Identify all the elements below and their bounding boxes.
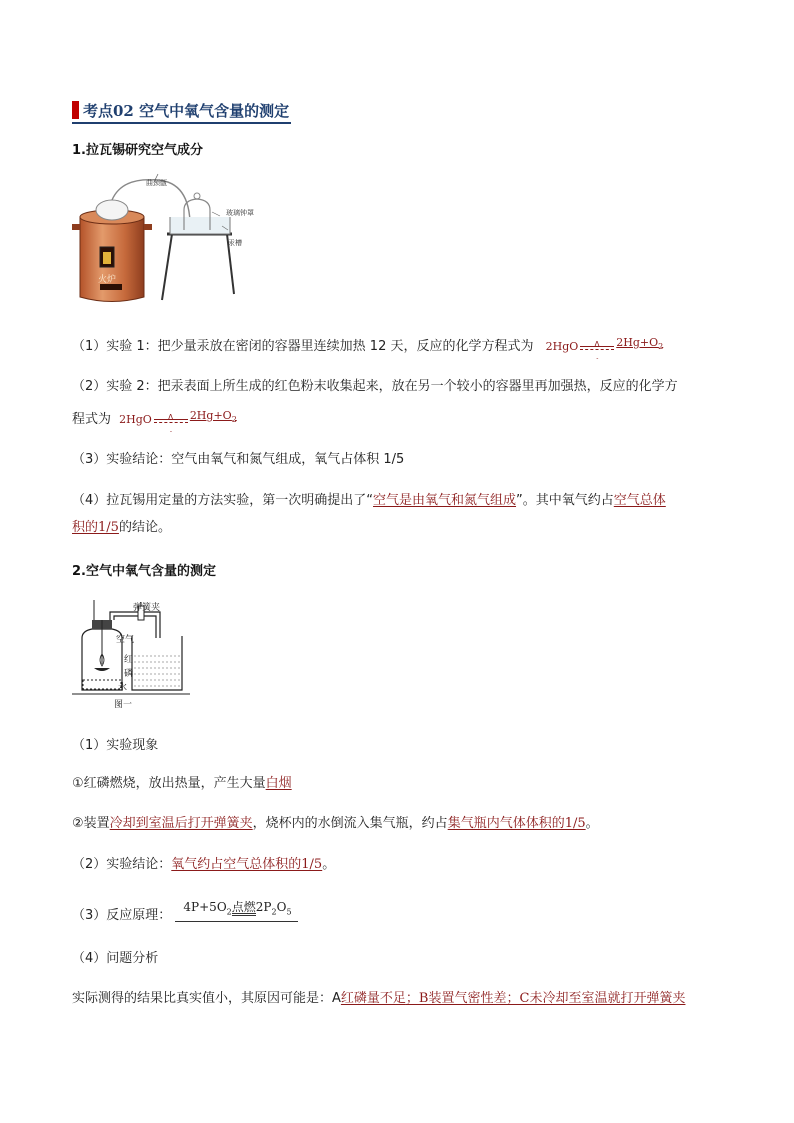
analysis-title: （4）问题分析: [72, 951, 159, 966]
heat-symbol: Δ: [167, 413, 174, 423]
part1-item3: （3）实验结论：空气由氧气和氮气组成，氧气占体积 1/5: [72, 452, 405, 467]
answer-white-smoke: 白烟: [265, 776, 292, 791]
answer-volume-part1: 空气总体: [613, 493, 666, 508]
part1-item2-line2: [72, 407, 237, 436]
reason-c: 未冷却至室温就打开弹簧夹: [529, 991, 686, 1006]
part1-item1: [72, 334, 664, 363]
label-bell-jar: 玻璃钟罩: [226, 209, 254, 217]
part1-heading: 1.拉瓦锡研究空气成分: [72, 143, 203, 158]
heat-symbol: Δ: [594, 340, 600, 350]
label-retort: 曲颈甑: [146, 179, 167, 187]
principle: （3）反应原理： $4P+5O_2$点燃$2P_2O_5$: [72, 906, 298, 930]
equation-1: [545, 334, 664, 363]
answer-volume-part2: 积的1/5: [72, 520, 119, 535]
label-trough: 汞槽: [228, 239, 242, 247]
phenomenon-2: ②装置冷却到室温后打开弹簧夹，烧杯内的水倒流入集气瓶，约占集气瓶内气体体积的1/5。: [72, 816, 599, 831]
conclusion: （2）实验结论：氧气约占空气总体积的1/5。: [72, 857, 336, 872]
answer-cool-then-open: 冷却到室温后打开弹簧夹: [109, 816, 253, 831]
ignite-condition: 点燃: [231, 900, 256, 914]
part2-heading: 2.空气中氧气含量的测定: [72, 564, 216, 579]
equation-2: [119, 407, 237, 436]
principle-equation: $4P+5O_2$点燃$2P_2O_5$: [175, 898, 297, 922]
phenomenon-1: ①红磷燃烧，放出热量，产生大量白烟: [72, 776, 292, 791]
label-red: 红: [124, 655, 134, 665]
part1-item4-line1: （4）拉瓦锡用定量的方法实验，第一次明确提出了“空气是由氧气和氮气组成”。其中氧气约占空气总体: [72, 493, 666, 508]
answer-conclusion: 氧气约占空气总体积的1/5: [171, 857, 323, 872]
section-title: [72, 98, 291, 124]
section-title-text: 考点02 空气中氧气含量的测定: [83, 101, 290, 120]
answer-composition: 空气是由氧气和氮气组成: [373, 493, 517, 508]
label-phosphorus: 磷: [124, 669, 134, 679]
equation-2-left: 2HgO: [119, 413, 152, 427]
equation-2-condition: Δ -: [154, 411, 188, 429]
label-water: 水: [118, 683, 128, 693]
equation-1-left: 2HgO: [545, 340, 579, 354]
label-clamp: 弹簧夹: [133, 603, 161, 613]
analysis-reasons: 实际测得的结果比真实值小，其原因可能是：A红磷量不足；B装置气密性差；C未冷却至室温就打开弹簧夹: [72, 991, 686, 1006]
lavoisier-apparatus-figure: [72, 172, 247, 307]
item1-text: （1）实验 1：把少量汞放在密闭的容器里连续加热 12 天，反应的化学方程式为: [72, 339, 534, 355]
equation-1-right: $2Hg+O_2$: [616, 336, 664, 352]
reason-a: 红磷量不足: [340, 991, 406, 1006]
phenomenon-title: （1）实验现象: [72, 738, 159, 753]
reason-b: 装置气密性差: [428, 991, 507, 1006]
label-furnace: 火炉: [98, 275, 117, 285]
equation-1-condition: Δ -: [580, 338, 614, 356]
label-air: 空气: [116, 635, 135, 645]
figure-caption: 图一: [114, 700, 133, 710]
title-marker: [72, 101, 79, 119]
item2-text2: 程式为: [72, 412, 112, 428]
part1-item4-line2: 积的1/5的结论。: [72, 520, 171, 535]
answer-one-fifth: 集气瓶内气体体积的1/5: [447, 816, 586, 831]
equation-2-right: $2Hg+O_2$: [189, 409, 237, 425]
part1-item2-line1: （2）实验 2：把汞表面上所生成的红色粉末收集起来，放在另一个较小的容器里再加强热，反应的化学方: [72, 379, 678, 394]
